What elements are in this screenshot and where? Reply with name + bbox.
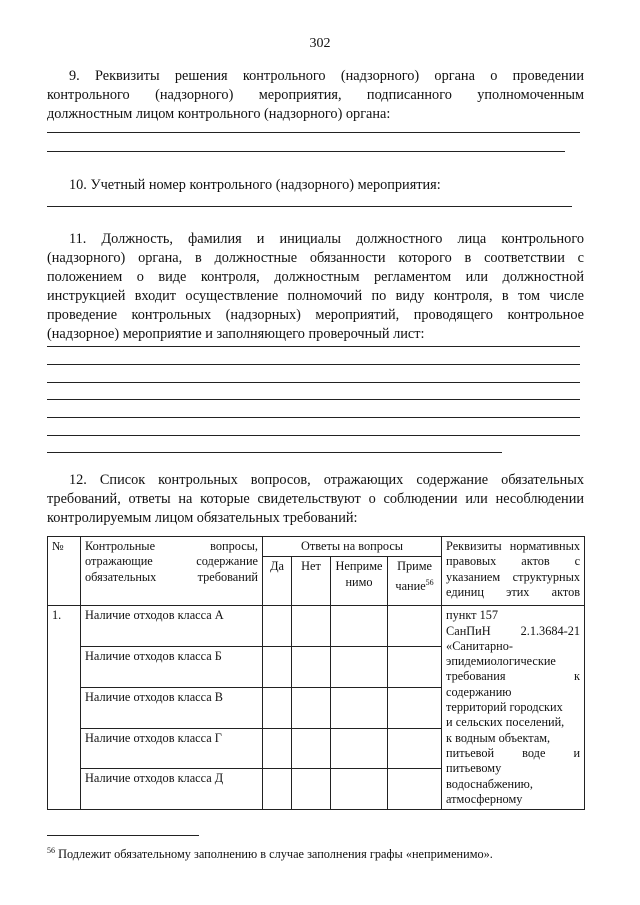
item-11-blank-line-5: [47, 417, 580, 418]
item-10-blank-line: [47, 206, 572, 207]
header-note: Приме чание$^{56}$: [388, 557, 442, 606]
item-11-blank-line-6: [47, 435, 580, 436]
answer-yes-cell[interactable]: [263, 687, 292, 728]
row-number: 1.: [48, 606, 81, 810]
footnote: [47, 846, 493, 862]
item-11-blank-line-4: [47, 399, 580, 400]
item-12-text: 12. Список контрольных вопросов, отражающих содержание обязательных требований, ответы на которые свидетельствуют о соблюдении или несоблюдении контролируемым лицом обязательных требований:: [47, 472, 584, 526]
header-no: Нет: [292, 557, 331, 606]
answer-yes-cell[interactable]: [263, 606, 292, 647]
item-9-text: 9. Реквизиты решения контрольного (надзорного) органа о проведении контрольного (надзорного) мероприятия, подписанного уполномоченным должностным лицом контрольного (надзорного) органа:: [47, 68, 584, 122]
answer-na-cell[interactable]: [331, 647, 388, 688]
header-yes: Да: [263, 557, 292, 606]
answer-note-cell[interactable]: [388, 728, 442, 769]
answer-no-cell[interactable]: [292, 728, 331, 769]
header-answers: Ответы на вопросы: [263, 537, 442, 557]
table-row: [48, 606, 585, 647]
answer-no-cell[interactable]: [292, 647, 331, 688]
row-question: Наличие отходов класса Г: [81, 728, 263, 769]
item-11-blank-line-7: [47, 452, 502, 453]
item-9-blank-line-1: [47, 132, 580, 133]
item-10-text: 10. Учетный номер контрольного (надзорного) мероприятия:: [69, 177, 441, 193]
header-num: №: [48, 537, 81, 606]
footnote-ref: 56: [425, 577, 434, 587]
item-11-blank-line-3: [47, 382, 580, 383]
footnote-marker: 56: [47, 846, 55, 855]
header-na: Неприме нимо: [331, 557, 388, 606]
header-requisites: Реквизиты нормативных правовых актов с указанием структурных единиц этих актов: [442, 537, 585, 606]
answer-yes-cell[interactable]: [263, 769, 292, 810]
answer-note-cell[interactable]: [388, 606, 442, 647]
answer-note-cell[interactable]: [388, 647, 442, 688]
item-11-blank-line-1: [47, 346, 580, 347]
footnote-divider: [47, 835, 199, 836]
row-question: Наличие отходов класса А: [81, 606, 263, 647]
answer-no-cell[interactable]: [292, 687, 331, 728]
answer-na-cell[interactable]: [331, 687, 388, 728]
answer-note-cell[interactable]: [388, 687, 442, 728]
answer-no-cell[interactable]: [292, 606, 331, 647]
answer-no-cell[interactable]: [292, 769, 331, 810]
answer-na-cell[interactable]: [331, 606, 388, 647]
row-question: Наличие отходов класса Б: [81, 647, 263, 688]
header-questions: Контрольные вопросы, отражающие содержание обязательных требований: [81, 537, 263, 606]
footnote-text: Подлежит обязательному заполнению в случае заполнения графы «неприменимо».: [58, 847, 493, 862]
answer-note-cell[interactable]: [388, 769, 442, 810]
page-number: 302: [309, 36, 331, 51]
checklist-table: [47, 536, 585, 810]
item-11-blank-line-2: [47, 364, 580, 365]
requisites-reference: пункт 157 СанПиН 2.1.3684-21 «Санитарно- эпидемиологические требования к содержанию территорий городских и сельских поселений, к водным объектам, питьевой воде и питьевому водоснабжению, атмосферному: [442, 606, 585, 810]
answer-yes-cell[interactable]: [263, 728, 292, 769]
answer-na-cell[interactable]: [331, 728, 388, 769]
item-11-text: 11. Должность, фамилия и инициалы должностного лица контрольного (надзорного) органа, в должностные обязанности которого в соответствии с положением о виде контроля, должностным регламентом или должностной инструкцией входит осуществление полномочий по виду контроля, в том числе проведение контрольных (надзорных) мероприятий, проводящего контрольное (надзорное) мероприятие и заполняющего проверочный лист:: [47, 231, 584, 342]
row-question: Наличие отходов класса В: [81, 687, 263, 728]
answer-na-cell[interactable]: [331, 769, 388, 810]
item-9-blank-line-2: [47, 151, 565, 152]
row-question: Наличие отходов класса Д: [81, 769, 263, 810]
answer-yes-cell[interactable]: [263, 647, 292, 688]
table-header-row: [48, 537, 585, 557]
